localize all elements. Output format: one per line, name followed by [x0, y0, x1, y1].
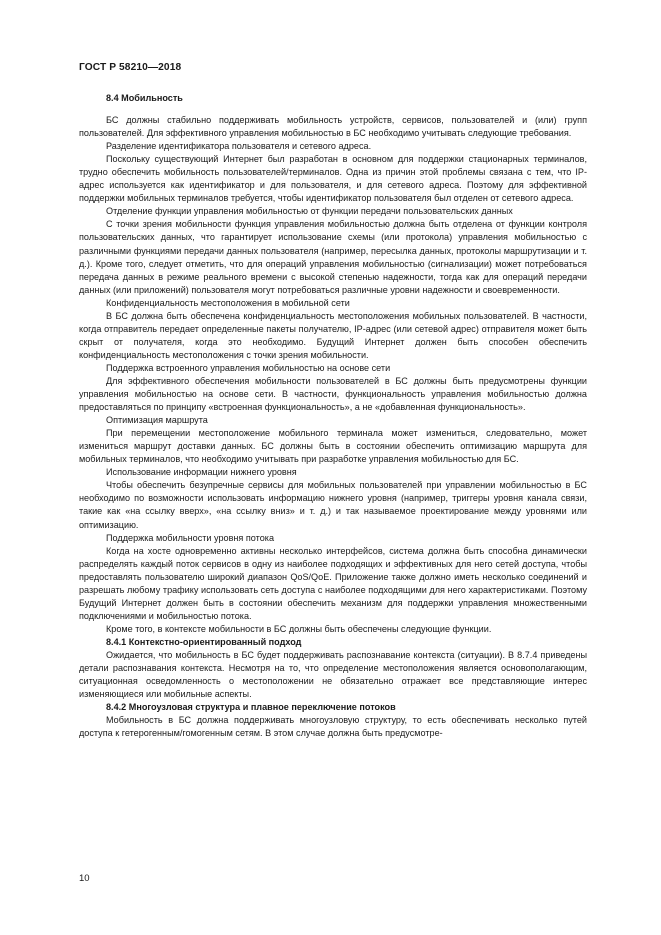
paragraph: С точки зрения мобильности функция управления мобильностью должна быть отделена от функции контроля пользовательских данных, что гарантирует использование схемы (или протокола) управления мобильностью с различными функциями передачи данных пользователя (например, пересылка данных, протоколы маршрутизации и т. д.). Кроме того, следует отметить, что для операций управления мобильностью (сигнализации) может потребоваться передача данных в режиме реального времени с высокой степенью надежности, тогда как для операций передачи данных (или приложений) пользователя могут потребоваться различные уровни надежности и своевременности.: [79, 219, 587, 295]
subsection-heading: 8.4.2 Многоузловая структура и плавное переключение потоков: [106, 702, 396, 713]
paragraph: Чтобы обеспечить безупречные сервисы для мобильных пользователей при управлении мобильностью в БС необходимо по возможности использовать информацию нижнего уровня (например, триггеры уровня канала связи, такие как «на ссылку вверх», «на ссылку вниз» и т. д.) и так называемое проектирование между уровнями или оптимизацию.: [79, 480, 587, 530]
paragraph: Поддержка встроенного управления мобильностью на основе сети: [106, 362, 391, 373]
paragraph: Отделение функции управления мобильностью от функции передачи пользовательских данных: [106, 206, 513, 217]
paragraph: В БС должна быть обеспечена конфиденциальность местоположения мобильных пользователей. В частности, когда отправитель передает определенные пакеты получателю, IP-адрес (или сетевой адрес) отправителя может быть скрыт от получателя, когда это необходимо. Будущий Интернет должен быть способен обеспечить конфиденциальность местоположения с точки зрения мобильности.: [79, 310, 587, 360]
paragraph: Кроме того, в контексте мобильности в БС должны быть обеспечены следующие функции.: [106, 623, 492, 634]
paragraph: БС должны стабильно поддерживать мобильность устройств, сервисов, пользователей и (или) групп пользователей. Для эффективного управления мобильностью в БС необходимо учитывать следующие требования.: [79, 115, 587, 139]
section-heading: 8.4 Мобильность: [106, 93, 183, 103]
page-number: 10: [79, 873, 90, 884]
paragraph: Конфиденциальность местоположения в мобильной сети: [106, 297, 350, 308]
paragraph: Когда на хосте одновременно активны несколько интерфейсов, система должна быть способна динамически распределять каждый поток сервисов в одну из наиболее подходящих и эффективных для него сетей доступа, чтобы предоставлять пользователю широкий диапазон QoS/QoE. Приложение также должно иметь несколько соединений и разрешать любому трафику использовать сеть доступа с наиболее подходящими для него характеристиками. Поэтому Будущий Интернет должен быть в состоянии обеспечить механизм для поддержки управления множественными подключениями и мобильностью потока.: [79, 545, 587, 621]
paragraph: Для эффективного обеспечения мобильности пользователей в БС должны быть предусмотрены функции управления мобильностью на основе сети. В частности, функциональность управления мобильностью должна предоставляться по принципу «встроенная функциональность», а не «добавленная функциональность».: [79, 375, 587, 413]
paragraph: Поскольку существующий Интернет был разработан в основном для поддержки стационарных терминалов, трудно обеспечить мобильность пользователей/терминалов. Одна из причин этой проблемы связана с тем, что IP-адрес используется как идентификатор и для пользователя, и для сетевого адреса. Поэтому для эффективной поддержки мобильных терминалов требуется, чтобы идентификатор пользователя был отделен от сетевого адреса.: [79, 154, 587, 204]
paragraph: Ожидается, что мобильность в БС будет поддерживать распознавание контекста (ситуации). В 8.7.4 приведены детали распознавания контекста. Несмотря на то, что определение местоположения является основополагающим, ситуационная осведомленность о местоположении не обязательно отражает все представляющие интерес изменяющиеся или мобильные аспекты.: [79, 649, 587, 700]
subsection-heading: 8.4.1 Контекстно-ориентированный подход: [106, 636, 302, 647]
paragraph: Мобильность в БС должна поддерживать многоузловую структуру, то есть обеспечивать несколько путей доступа к гетерогенным/гомогенным сетям. В этом случае должна быть предусмотре-: [79, 715, 587, 739]
paragraph: Разделение идентификатора пользователя и сетевого адреса.: [106, 141, 372, 152]
paragraph: Оптимизация маршрута: [106, 415, 208, 426]
paragraph: Использование информации нижнего уровня: [106, 467, 297, 478]
paragraph: При перемещении местоположение мобильного терминала может измениться, следовательно, может измениться маршрут доставки данных. БС должны быть в состоянии обеспечить оптимизацию маршрута для мобильных терминалов, что необходимо учитывать при разработке управления мобильностью для БС.: [79, 428, 587, 465]
document-header: ГОСТ Р 58210—2018: [79, 62, 182, 73]
document-body: [79, 92, 587, 740]
paragraph: Поддержка мобильности уровня потока: [106, 532, 275, 543]
